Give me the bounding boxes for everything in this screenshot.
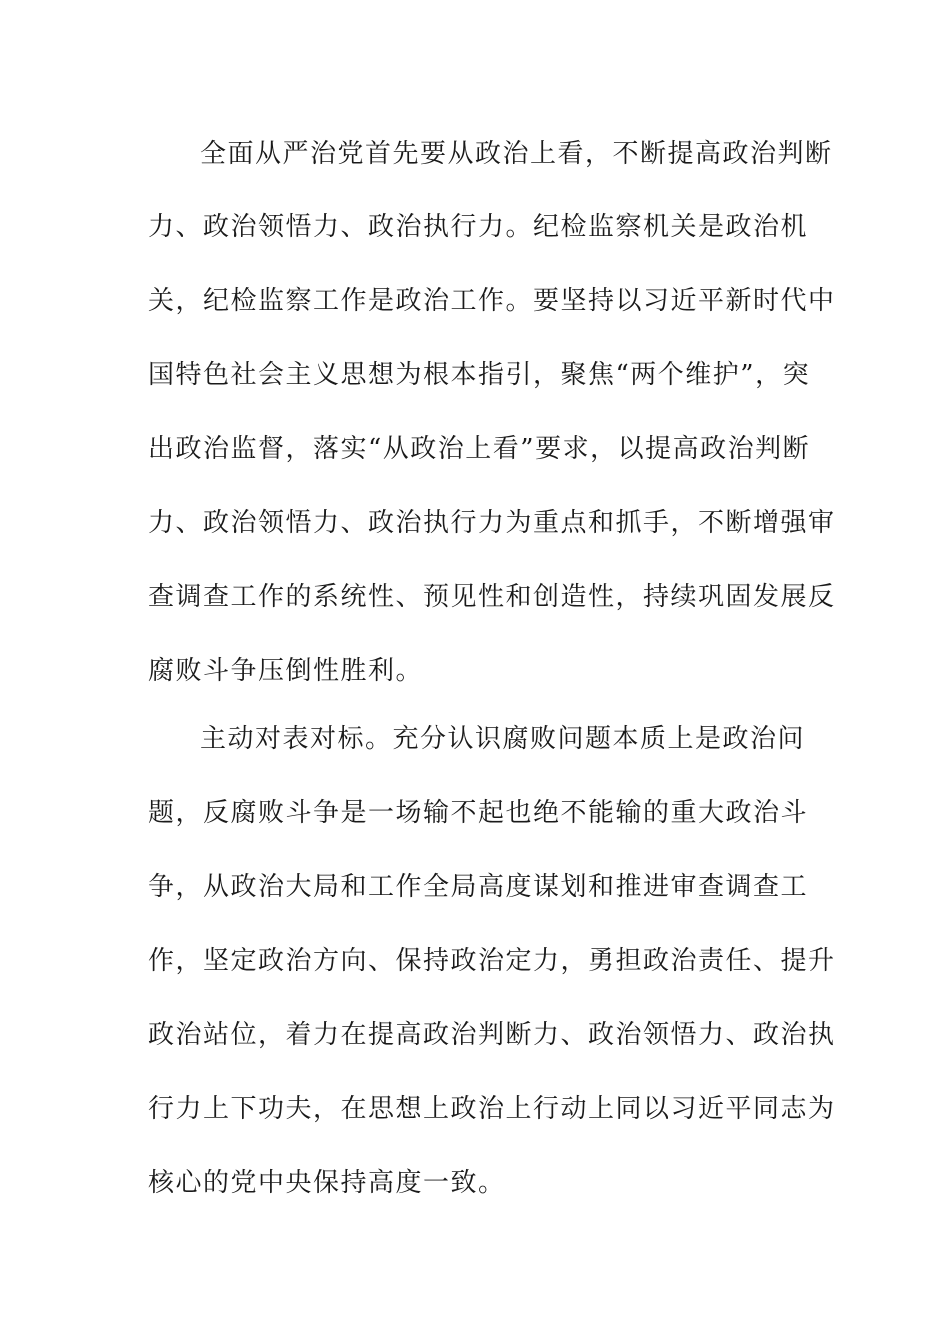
paragraph-line: 力、政治领悟力、政治执行力为重点和抓手，不断增强审 [148, 508, 836, 538]
paragraph-line: 作，坚定政治方向、保持政治定力，勇担政治责任、提升 [148, 946, 836, 976]
paragraph-line: 政治站位，着力在提高政治判断力、政治领悟力、政治执 [148, 1020, 836, 1050]
paragraph-line: 争，从政治大局和工作全局高度谋划和推进审查调查工 [148, 872, 809, 902]
paragraph-line: 查调查工作的系统性、预见性和创造性，持续巩固发展反 [148, 582, 836, 612]
paragraph-line: 全面从严治党首先要从政治上看，不断提高政治判断 [200, 139, 833, 169]
paragraph-line: 核心的党中央保持高度一致。 [148, 1168, 506, 1198]
paragraph-line: 国特色社会主义思想为根本指引，聚焦“两个维护”，突 [148, 360, 811, 390]
paragraph-line: 关，纪检监察工作是政治工作。要坚持以习近平新时代中 [148, 286, 836, 316]
paragraph-line: 出政治监督，落实“从政治上看”要求，以提高政治判断 [148, 434, 811, 464]
paragraph-line: 力、政治领悟力、政治执行力。纪检监察机关是政治机 [148, 212, 809, 242]
paragraph-line: 行力上下功夫，在思想上政治上行动上同以习近平同志为 [148, 1094, 836, 1124]
paragraph-line: 腐败斗争压倒性胜利。 [148, 656, 424, 686]
paragraph-line: 主动对表对标。充分认识腐败问题本质上是政治问 [200, 724, 806, 754]
paragraph-line: 题，反腐败斗争是一场输不起也绝不能输的重大政治斗 [148, 798, 809, 828]
